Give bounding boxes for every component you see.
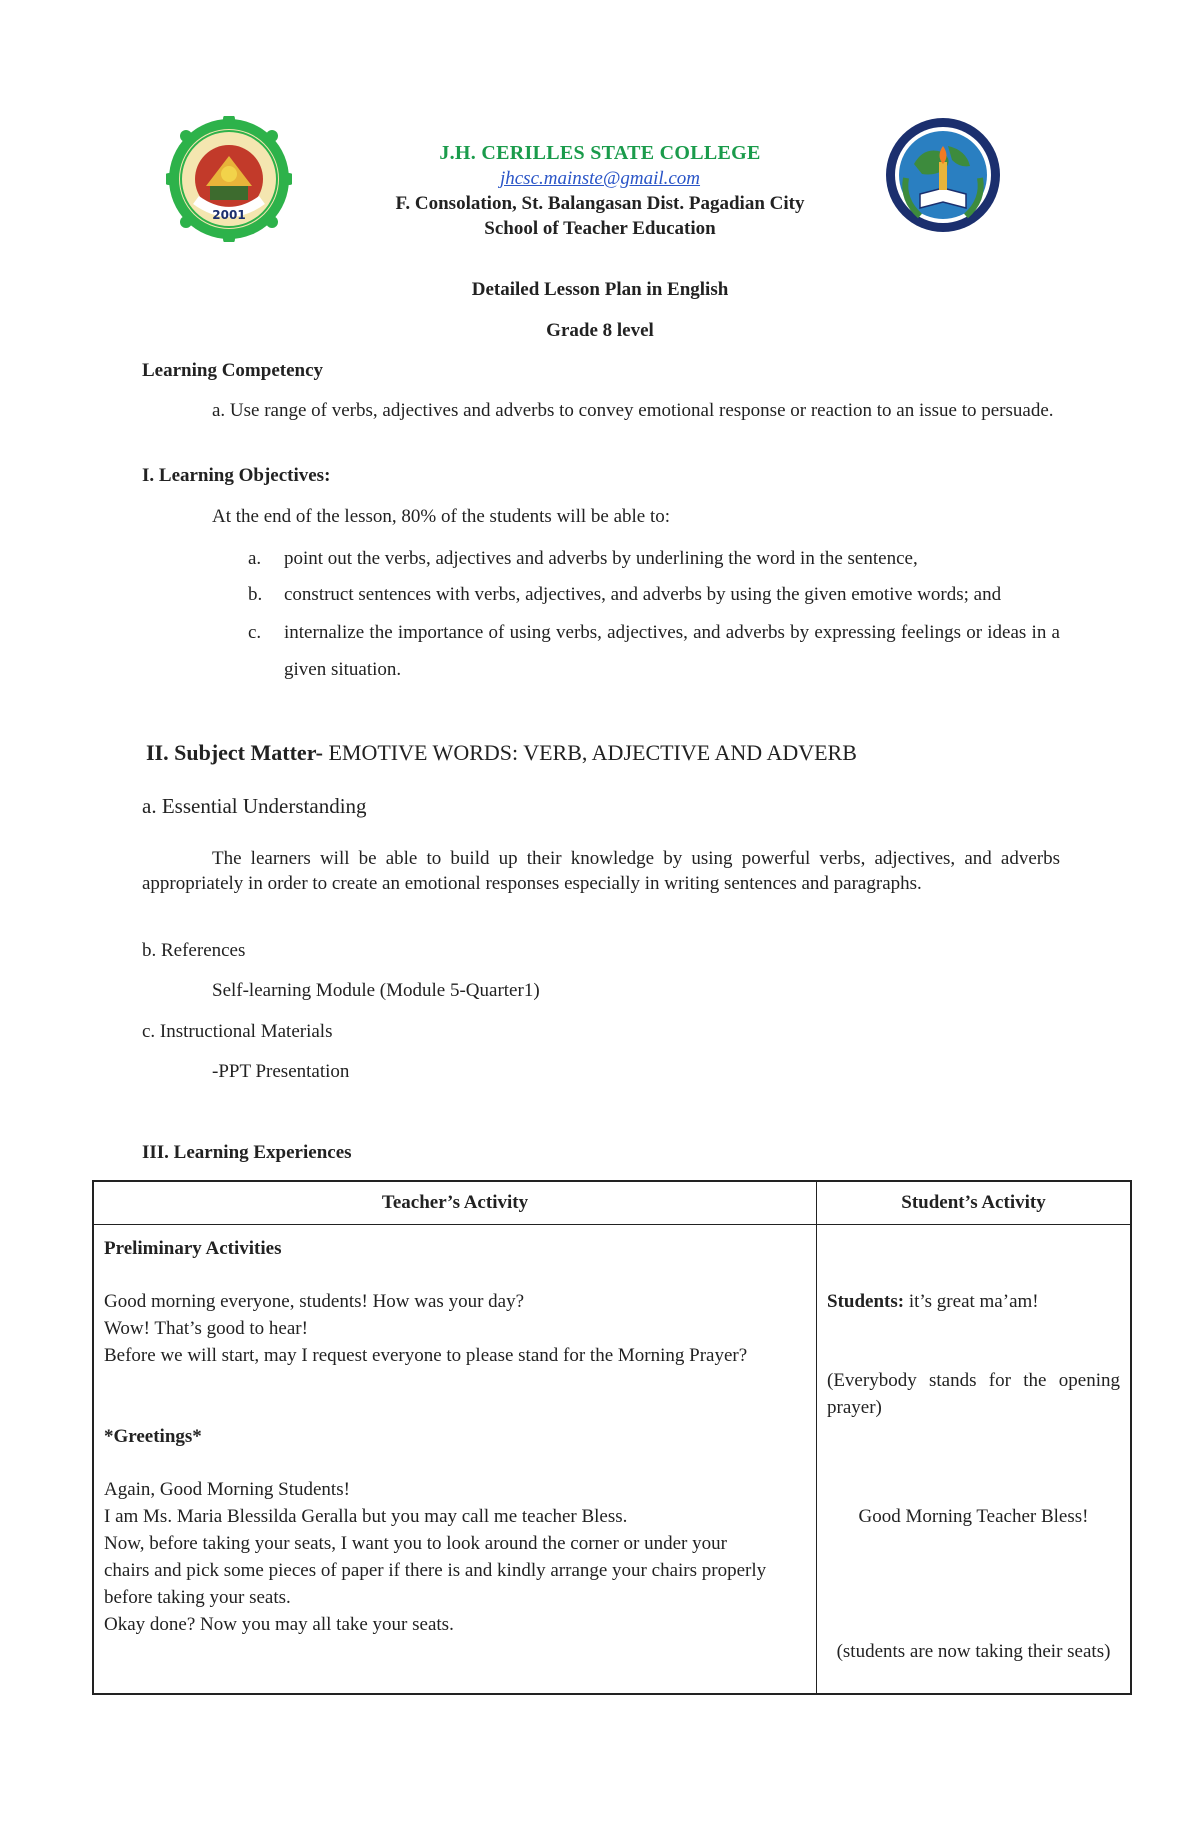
objective-item: c. internalize the importance of using verbs, adjectives, and adverbs by expressing feelings or ideas in a given situation. xyxy=(248,622,1060,680)
objectives-list xyxy=(212,546,1060,688)
subject-matter-heading: II. Subject Matter- EMOTIVE WORDS: VERB, ADJECTIVE AND ADVERB xyxy=(146,740,857,765)
competency-heading: Learning Competency xyxy=(142,360,324,381)
teacher-line: Okay done? Now you may all take your seats. xyxy=(104,1614,454,1635)
references-heading: b. References xyxy=(142,940,246,961)
materials-text: -PPT Presentation xyxy=(212,1061,350,1082)
references-text: Self-learning Module (Module 5-Quarter1) xyxy=(212,980,540,1001)
student-activity-cell xyxy=(817,1225,1132,1695)
teacher-line: Again, Good Morning Students! xyxy=(104,1479,350,1500)
materials-heading: c. Instructional Materials xyxy=(142,1021,333,1042)
document-title: Detailed Lesson Plan in English xyxy=(471,279,729,300)
college-name: J.H. CERILLES STATE COLLEGE xyxy=(439,142,761,164)
essential-understanding-text: The learners will be able to build up their knowledge by using powerful verbs, adjectives, and adverbs appropriately in order to create an emotional responses especially in writing sentences and paragraphs. xyxy=(142,848,1060,894)
student-activity-header: Student’s Activity xyxy=(817,1181,1132,1225)
competency-text: a. Use range of verbs, adjectives and adverbs to convey emotional response or reaction to an issue to persuade. xyxy=(212,400,1054,421)
objective-item: b. construct sentences with verbs, adjectives, and adverbs by using the given emotive words; and xyxy=(248,584,1002,605)
activities-table xyxy=(92,1180,1132,1695)
preliminary-heading: Preliminary Activities xyxy=(104,1238,282,1259)
teacher-line: Wow! That’s good to hear! xyxy=(104,1318,308,1339)
essential-understanding-heading: a. Essential Understanding xyxy=(142,794,367,818)
learning-experiences-heading: III. Learning Experiences xyxy=(142,1142,352,1163)
school-seal-right xyxy=(884,116,1002,234)
objective-item: a. point out the verbs, adjectives and adverbs by underlining the word in the sentence, xyxy=(248,548,918,569)
teacher-line: Good morning everyone, students! How was your day? xyxy=(104,1291,525,1312)
student-response: Good Morning Teacher Bless! xyxy=(858,1506,1089,1527)
college-address: F. Consolation, St. Balangasan Dist. Pagadian City xyxy=(395,193,805,214)
teacher-activity-header: Teacher’s Activity xyxy=(93,1181,817,1225)
grade-level: Grade 8 level xyxy=(546,320,654,341)
teacher-line: I am Ms. Maria Blessilda Geralla but you may call me teacher Bless. xyxy=(104,1506,628,1527)
student-response: (students are now taking their seats) xyxy=(836,1641,1111,1662)
greetings-heading: *Greetings* xyxy=(104,1426,202,1447)
school-name: School of Teacher Education xyxy=(484,218,716,239)
objectives-intro: At the end of the lesson, 80% of the students will be able to: xyxy=(212,506,671,527)
college-email-link[interactable]: jhcsc.mainste@gmail.com xyxy=(499,168,701,189)
student-response: (Everybody stands for the opening prayer) xyxy=(827,1370,1120,1418)
student-response: Students: it’s great ma’am! xyxy=(827,1291,1039,1312)
seal-year: 2001 xyxy=(212,208,246,222)
teacher-line: Now, before taking your seats, I want you to look around the corner or under your chairs and pick some pieces of paper if there is and kindly arrange your chairs properly before taking your seats. xyxy=(104,1533,767,1608)
teacher-line: Before we will start, may I request everyone to please stand for the Morning Prayer? xyxy=(104,1345,748,1366)
objectives-heading: I. Learning Objectives: xyxy=(142,465,331,486)
college-seal-left xyxy=(166,116,292,242)
teacher-activity-cell xyxy=(93,1225,817,1695)
